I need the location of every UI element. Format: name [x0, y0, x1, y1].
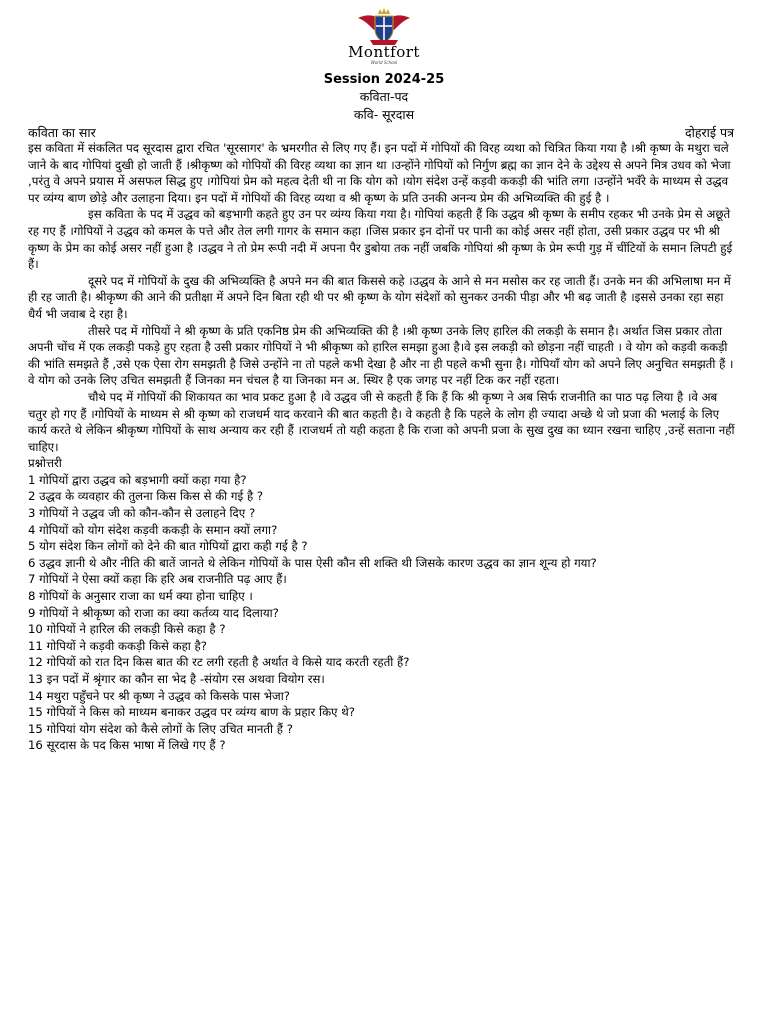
question-item: 1 गोपियों द्वारा उद्धव को बड़भागी क्यों कहा गया है? [28, 472, 247, 487]
document-body [28, 140, 736, 754]
questions-list [28, 472, 736, 754]
question-item: 7 गोपियों ने ऐसा क्यों कहा कि हरि अब राजनीति पढ़ आए हैं। [28, 572, 287, 587]
summary-paragraph-3: दूसरे पद में गोपियों के दुख की अभिव्यक्ति है अपने मन की बात किससे कहे ।उद्धव के आने से मन मसोस कर रह जाती हैं। उनके मन की अभिलाषा मन में ही रह जाती है। श्रीकृष्ण की आने की प्रतीक्षा में अपने दिन बिता रही थी पर श्री कृष्ण के योग संदेशों को सुनकर उनकी पीड़ा और भी बढ़ जाती है ।इससे उनका रहा सहा धैर्य भी जवाब दे रहा है। [28, 273, 731, 321]
question-item: 14 मथुरा पहुँचने पर श्री कृष्ण ने उद्धव को किसके पास भेजा? [28, 688, 290, 703]
section-header-row [28, 124, 734, 141]
school-name: Montfort [348, 43, 420, 61]
question-item: 10 गोपियों ने हारिल की लकड़ी किसे कहा है ? [28, 622, 226, 637]
summary-paragraph-4: तीसरे पद में गोपियों ने श्री कृष्ण के प्रति एकनिष्ठ प्रेम की अभिव्यक्ति की है ।श्री कृष्ण उनके लिए हारिल की लकड़ी के समान है। अर्थात जिस प्रकार तोता अपनी चोंच में एक लकड़ी पकड़े हुए रहता है उसी प्रकार गोपियों ने भी श्रीकृष्ण को हारिल समझा हुआ है।वे इस लकड़ी को छोड़ना नहीं चाहती । वे योग को कड़वी ककड़ी की भांति समझते हैं ,उसे एक ऐसा रोग समझती है जिसे उन्होंने ना तो पहले कभी देखा है और ना ही पहले कभी सुना है। गोपियाँ योग को अपने लिए अनुचित समझती हैं ।वे योग को उनके लिए उचित समझती हैं जिनका मन चंचल है या जिनका मन अ. स्थिर है एक जगह पर नहीं टिक कर नहीं रहता। [28, 323, 734, 388]
questions-heading: प्रश्नोत्तरी [28, 456, 62, 471]
question-item: 13 इन पदों में श्रृंगार का कौन सा भेद है -संयोग रस अथवा वियोग रस। [28, 672, 325, 686]
poet-title: कवि- सूरदास [353, 107, 415, 122]
summary-label: कविता का सार [28, 125, 96, 140]
summary-paragraph-1: इस कविता में संकलित पद सूरदास द्वारा रचित 'सूरसागर' के भ्रमरगीत से लिए गए हैं। इन पदों में गोपियों की विरह व्यथा को चित्रित किया गया है ।श्री कृष्ण के मथुरा चले जाने के बाद गोपियां दुखी हो जाती हैं ।श्रीकृष्ण को गोपियों की विरह व्यथा का ज्ञान था ।उन्होंने गोपियों को निर्गुण ब्रह्म का ज्ञान देने के उद्देश्य से अपने मित्र उधव को भेजा ,परंतु वे अपने प्रयास में असफल सिद्ध हुए ।गोपियां प्रेम को महत्व देती थी ना कि योग को ।योग संदेश उन्हें कड़वी ककड़ी की भांति लगा ।उन्होंने भवँरे के माध्यम से उद्धव पर व्यंग्य बाण छोड़े और उलाहना दिया। इन पदों में गोपियों की विरह व्यथा व श्री कृष्ण के प्रति उनकी अनन्य प्रेम की अभिव्यक्ति की हुई है । [28, 141, 731, 205]
question-item: 11 गोपियों ने कड़वी ककड़ी किसे कहा है? [28, 638, 207, 653]
question-item: 8 गोपियों के अनुसार राजा का धर्म क्या होना चाहिए । [28, 589, 253, 604]
question-item: 12 गोपियों को रात दिन किस बात की रट लगी रहती है अर्थात वे किसे याद करती रहती हैं? [28, 655, 410, 670]
question-item: 9 गोपियों ने श्रीकृष्ण को राजा का क्या कर्तव्य याद दिलाया? [28, 605, 279, 620]
question-item: 15 गोपियों ने किस को माध्यम बनाकर उद्धव पर व्यंग्य बाण के प्रहार किए थे? [28, 705, 355, 720]
crest-icon [356, 8, 412, 46]
question-item: 2 उद्धव के व्यवहार की तुलना किस किस से की गई है ? [28, 489, 264, 504]
summary-paragraph-5: चौथे पद में गोपियों की शिकायत का भाव प्रकट हुआ है ।वे उद्धव जी से कहती हैं कि हैं कि श्री कृष्ण ने अब सिर्फ राजनीति का पाठ पढ़ लिया है ।वे अब चतुर हो गए हैं ।गोपियों के माध्यम से श्री कृष्ण को राजधर्म याद करवाने की बात कहती है। वे कहती है कि पहले के लोग ही ज्यादा अच्छे थे जो प्रजा की भलाई के लिए कार्य करते थे लेकिन श्रीकृष्ण गोपियों के साथ अन्याय कर रही हैं ।राजधर्म तो यही कहता है कि राजा को अपनी प्रजा के सुख दुख का ध्यान रखना चाहिए ,उन्हें सताना नहीं चाहिए। [28, 389, 735, 454]
school-tagline: World School [370, 60, 398, 65]
subject-title: कविता-पद [359, 89, 409, 104]
session-title: Session 2024-25 [323, 72, 445, 87]
summary-paragraph-2: इस कविता के पद में उद्धव को बड़भागी कहते हुए उन पर व्यंग्य किया गया है। गोपियां कहती हैं कि उद्धव श्री कृष्ण के समीप रहकर भी उनके प्रेम से अछूते रह गए हैं ।गोपियों ने उद्धव को कमल के पत्ते और तेल लगी गागर के समान कहा ।जिस प्रकार इन दोनों पर पानी का कोई असर नहीं होता, उसी प्रकार उद्धव पर भी श्री कृष्ण के प्रेम का कोई असर नहीं हुआ है ।उद्धव ने तो प्रेम रूपी नदी में अपना पैर डुबोया तक नहीं जबकि गोपियां श्री कृष्ण के प्रेम रूपी गुड़ में चींटियों के समान लिपटी हुई हैं। [28, 207, 733, 272]
school-logo [0, 8, 768, 65]
question-item: 16 सूरदास के पद किस भाषा में लिखे गए हैं ? [28, 738, 226, 753]
question-item: 4 गोपियों को योग संदेश कड़वी ककड़ी के समान क्यों लगा? [28, 522, 278, 537]
question-item: 5 योग संदेश किन लोगों को देने की बात गोपियों द्वारा कही गई है ? [28, 539, 308, 554]
question-item: 3 गोपियों ने उद्धव जी को कौन-कौन से उलाहने दिए ? [28, 506, 256, 521]
question-item: 6 उद्धव ज्ञानी थे और नीति की बातें जानते थे लेकिन गोपियों के पास ऐसी कौन सी शक्ति थी जिसके कारण उद्धव का ज्ञान शून्य हो गया? [28, 555, 597, 570]
question-item: 15 गोपियां योग संदेश को कैसे लोगों के लिए उचित मानती हैं ? [28, 721, 293, 736]
revision-sheet-label: दोहराई पत्र [685, 125, 734, 140]
